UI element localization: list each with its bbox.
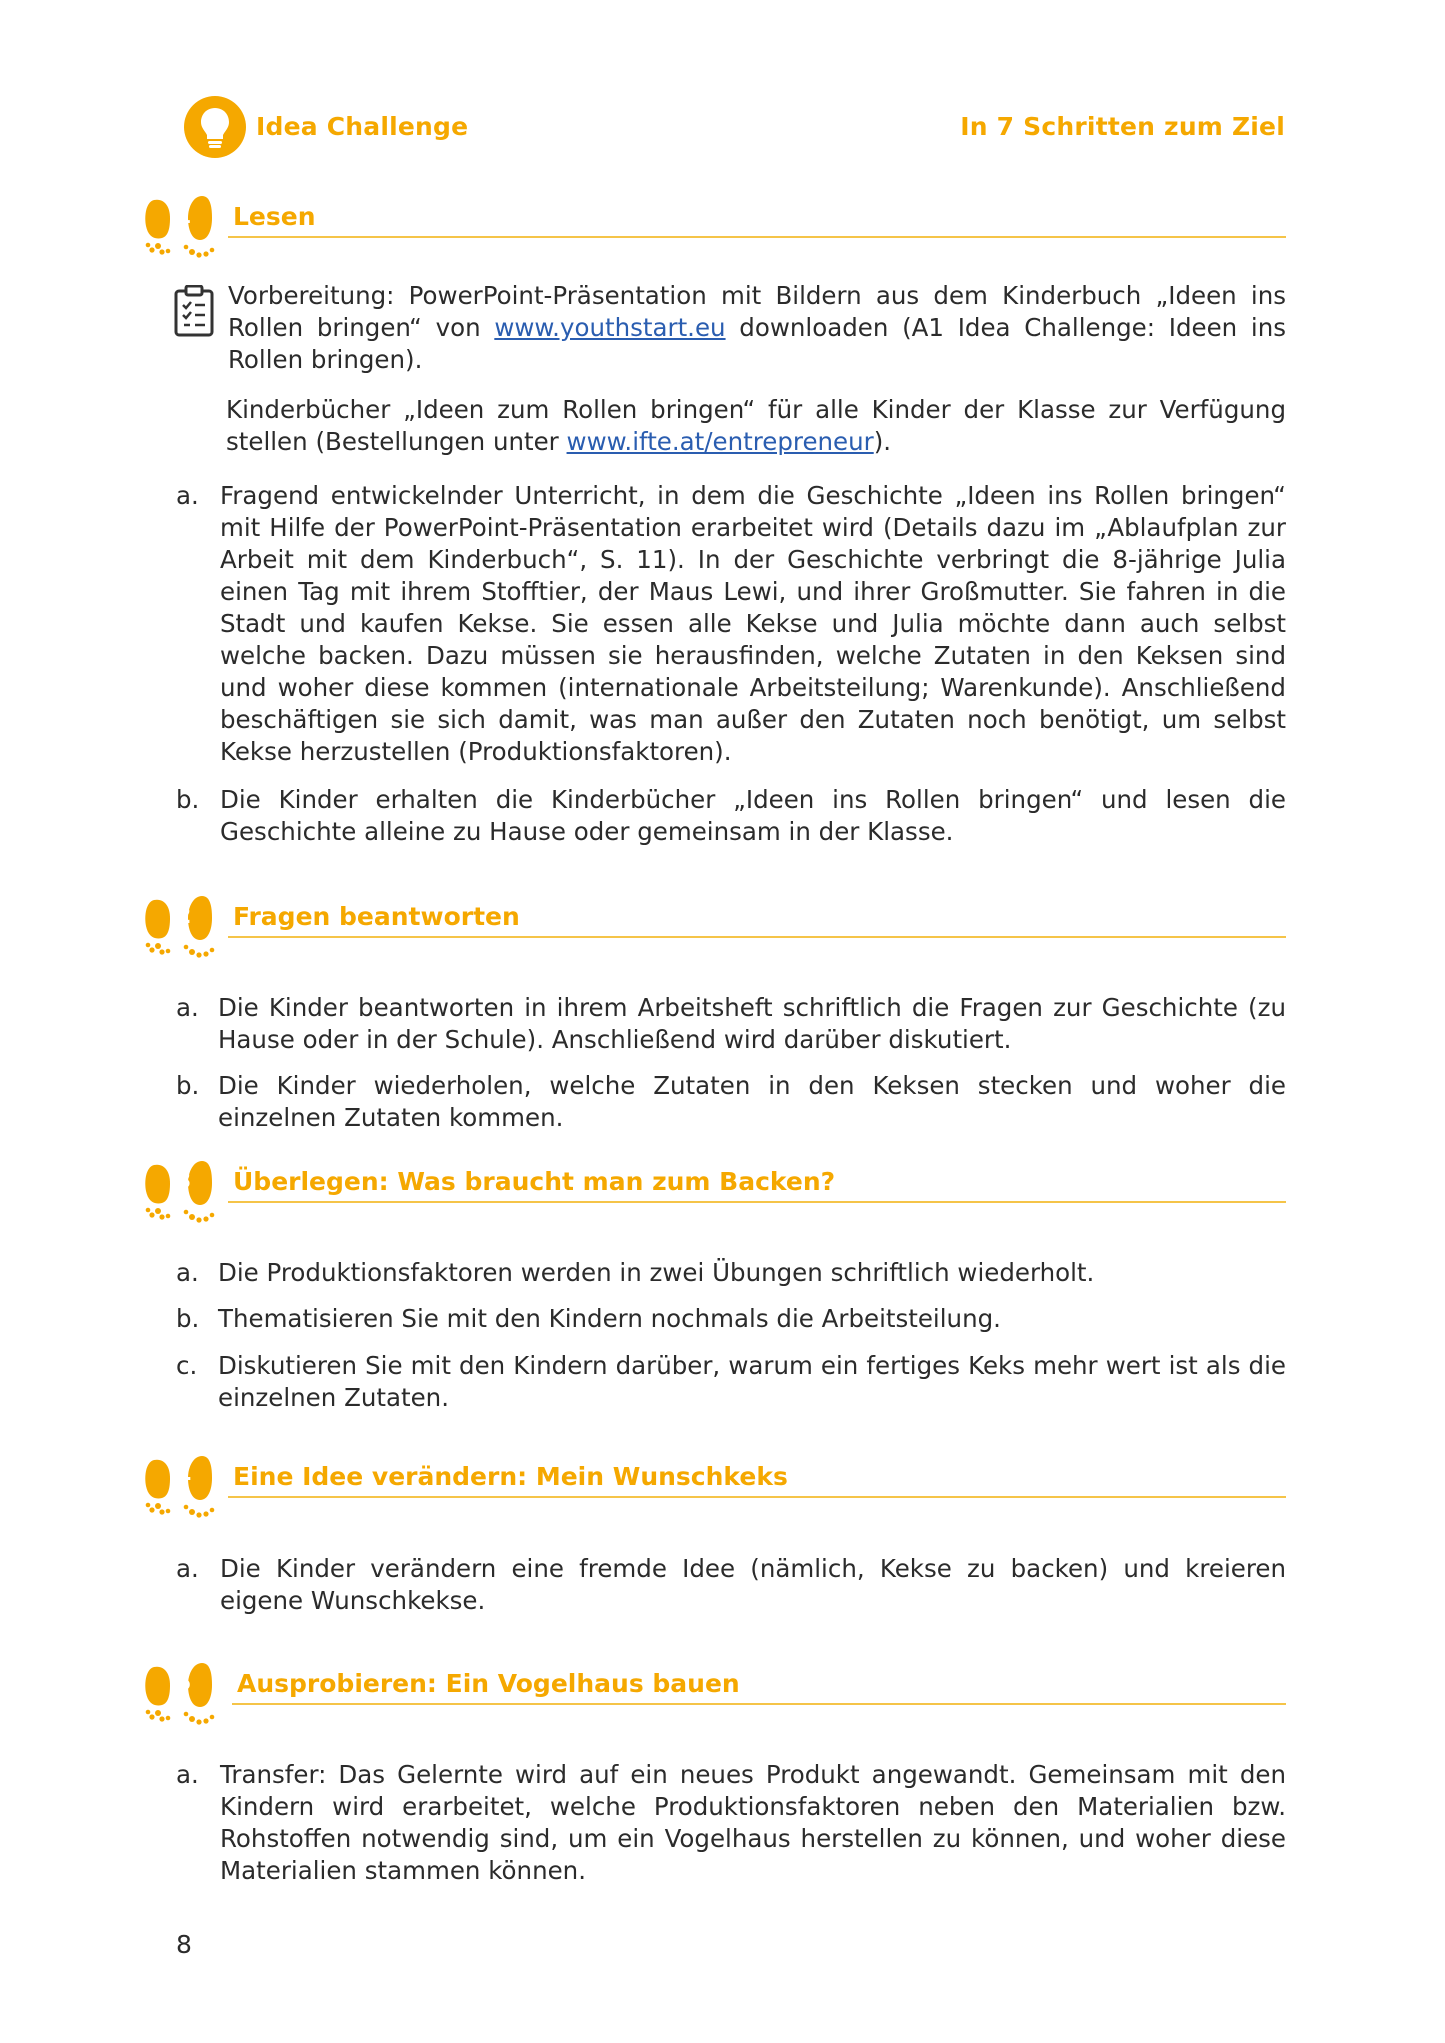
list-label: a. — [176, 1258, 199, 1287]
list-item — [176, 1303, 1286, 1335]
step-5-heading — [142, 1657, 1286, 1733]
list-text: Transfer: Das Gelernte wird auf ein neues Produkt angewandt. Gemeinsam mit den Kindern wird erarbeitet, welche Produktionsfaktoren neben den Materialien bzw. Rohstoffen notwendig sind, um ein Vogelhaus herstellen zu können, und woher diese Materialien stammen können. — [220, 1760, 1286, 1885]
step-1-heading — [142, 190, 1286, 266]
step-number: 2 — [176, 904, 192, 929]
header-left-title: Idea Challenge — [256, 112, 469, 141]
list-text: Thematisieren Sie mit den Kindern nochmals die Arbeitsteilung. — [218, 1304, 1001, 1333]
step-title: Lesen — [233, 202, 316, 231]
divider — [228, 1496, 1286, 1498]
divider — [232, 1703, 1286, 1705]
list-text: Fragend entwickelnder Unterricht, in dem die Geschichte „Ideen ins Rollen bringen“ mit Hilfe der PowerPoint-Präsentation erarbeitet wird (Details dazu im „Ablaufplan zur Arbeit mit dem Kinderbuch“, S. 11). In der Geschichte verbringt die 8-jährige Julia einen Tag mit ihrem Stofftier, der Maus Lewi, und ihrer Großmutter. Sie fahren in die Stadt und kaufen Kekse. Sie essen alle Kekse und Julia möchte dann auch selbst welche backen. Dazu müssen sie herausfinden, welche Zutaten in den Keksen sind und woher diese kommen (internationale Arbeitsteilung; Warenkunde). Anschließend beschäftigen sie sich damit, was man außer den Zutaten noch benötigt, um selbst Kekse herzustellen (Produktionsfaktoren). — [220, 481, 1286, 766]
list-label: b. — [176, 1071, 200, 1100]
list-text: Die Kinder erhalten die Kinderbücher „Ideen ins Rollen bringen“ und lesen die Geschichte alleine zu Hause oder gemeinsam in der Klasse. — [220, 785, 1286, 846]
list-item — [176, 1553, 1286, 1617]
list-item — [176, 784, 1286, 848]
list-item — [176, 1070, 1286, 1134]
list-item — [176, 1257, 1286, 1289]
list-label: a. — [176, 481, 199, 510]
step-2-heading — [142, 890, 1286, 966]
step-number: 1 — [176, 204, 192, 229]
step-title: Fragen beantworten — [233, 902, 520, 931]
divider — [228, 236, 1286, 238]
step-number: 3 — [176, 1169, 192, 1194]
preparation-paragraph-2: Kinderbücher „Ideen zum Rollen bringen“ für alle Kinder der Klasse zur Verfügung stellen (Bestellungen unter www.ifte.at/entrepreneur). — [226, 395, 1286, 456]
step-title: Überlegen: Was braucht man zum Backen? — [233, 1167, 836, 1196]
step-number: 5 — [176, 1671, 192, 1696]
clipboard-checklist-icon — [174, 285, 214, 337]
list-label: a. — [176, 1760, 199, 1789]
list-text: Die Kinder beantworten in ihrem Arbeitsheft schriftlich die Fragen zur Geschichte (zu Hause oder in der Schule). Anschließend wird darüber diskutiert. — [218, 993, 1286, 1054]
divider — [228, 936, 1286, 938]
list-item — [176, 480, 1286, 768]
page-number: 8 — [176, 1930, 192, 1959]
list-label: a. — [176, 1554, 199, 1583]
list-item — [176, 992, 1286, 1056]
list-label: b. — [176, 785, 200, 814]
header-right-title: In 7 Schritten zum Ziel — [960, 112, 1285, 141]
list-text: Diskutieren Sie mit den Kindern darüber, warum ein fertiges Keks mehr wert ist als die einzelnen Zutaten. — [218, 1351, 1286, 1412]
step-number: 4 — [176, 1464, 192, 1489]
list-label: b. — [176, 1304, 200, 1333]
list-label: c. — [176, 1351, 198, 1380]
list-text: Die Kinder verändern eine fremde Idee (nämlich, Kekse zu backen) und kreieren eigene Wunschkekse. — [220, 1554, 1286, 1615]
lightbulb-icon — [184, 96, 246, 158]
preparation-paragraph-1: Vorbereitung: PowerPoint-Präsentation mit Bildern aus dem Kinderbuch „Ideen ins Rollen bringen“ von www.youthstart.eu downloaden (A1 Idea Challenge: Ideen ins Rollen bringen). — [228, 281, 1286, 374]
step-title: Eine Idee verändern: Mein Wunschkeks — [233, 1462, 788, 1491]
list-item — [176, 1350, 1286, 1414]
youthstart-link[interactable]: www.youthstart.eu — [494, 313, 726, 342]
ifte-link[interactable]: www.ifte.at/entrepreneur — [566, 427, 874, 456]
list-text: Die Produktionsfaktoren werden in zwei Übungen schriftlich wiederholt. — [218, 1258, 1095, 1287]
list-item — [176, 1759, 1286, 1887]
step-3-heading — [142, 1155, 1286, 1231]
step-title: Ausprobieren: Ein Vogelhaus bauen — [237, 1669, 740, 1698]
divider — [228, 1201, 1286, 1203]
list-label: a. — [176, 993, 199, 1022]
list-text: Die Kinder wiederholen, welche Zutaten in den Keksen stecken und woher die einzelnen Zutaten kommen. — [218, 1071, 1286, 1132]
step-4-heading — [142, 1450, 1286, 1526]
